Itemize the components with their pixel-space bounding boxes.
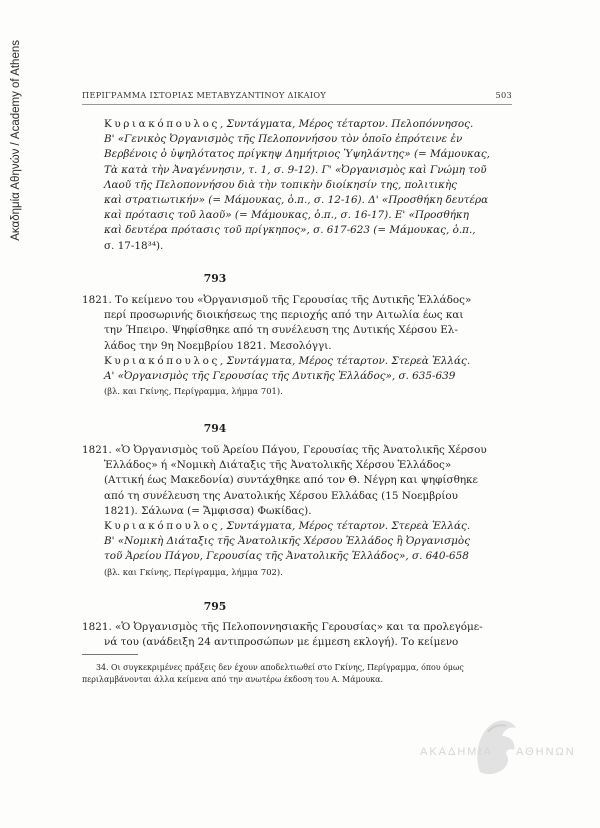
text-line: Κυριακόπουλος, Συντάγματα, Μέρος τέταρτον. Στερεὰ Ἑλλάς.	[104, 520, 471, 533]
side-archive-label: Ακαδημία Αθηνών / Academy of Athens	[10, 40, 22, 241]
text-line: (Αττική έως Μακεδονία) συντάχθηκε από τον Θ. Νέγρη και ψηφίσθηκε	[104, 474, 478, 487]
text-line: Α' «Ὀργανισμὸς τῆς Γερουσίας τῆς Δυτικῆς Ἑλλάδος», σ. 635-639	[104, 370, 456, 383]
running-title: ΠΕΡΙΓΡΑΜΜΑ ΙΣΤΟΡΙΑΣ ΜΕΤΑΒΥΖΑΝΤΙΝΟΥ ΔΙΚΑΙΟΥ	[82, 90, 327, 100]
academy-watermark	[420, 712, 580, 802]
text-line: Ἑλλάδος» ή «Νομικὴ Διάταξις τῆς Ἀνατολικῆς Χέρσου Ἑλλάδος»	[104, 459, 452, 472]
text-line: καὶ στρατιωτικήν» (= Μάμουκας, ὁ.π., σ. 12-16). Δ' «Προσθήκη δευτέρα	[104, 194, 489, 207]
text-line: Βερβένοις ὁ ὑψηλότατος πρίγκηψ Δημήτριος Ὑψηλάντης» (= Μάμουκας,	[104, 148, 490, 161]
text-line: Κυριακόπουλος, Συντάγματα, Μέρος τέταρτον. Στερεὰ Ἑλλάς.	[104, 354, 471, 367]
continued-entry	[82, 117, 512, 254]
watermark-text-left: ΑΚΑΔΗΜΙΑ	[420, 746, 493, 758]
entry-number: 793	[203, 272, 227, 285]
text-line: 1821. «Ὁ Ὀργανισμὸς τοῦ Ἀρείου Πάγου, Γερουσίας τῆς Ἀνατολικῆς Χέρσου	[82, 444, 487, 456]
entry-number: 795	[203, 600, 227, 613]
text-line: Β' «Γενικὸς Ὀργανισμὸς τῆς Πελοποννήσου τὸν ὁποῖο ἐπρότεινε ἐν	[104, 133, 463, 146]
watermark-text-right: ΑΘΗΝΩΝ	[516, 746, 576, 758]
footnote-line: 34. Οι συγκεκριμένες πράξεις δεν έχουν αποδελτιωθεί στο Γκίνης, Περίγραμμα, όπου όμως	[96, 663, 464, 672]
text-line: (βλ. και Γκίνης, Περίγραμμα, λήμμα 701).	[104, 386, 283, 397]
entry-794	[82, 443, 512, 580]
text-line: 1821. «Ὁ Ὀργανισμὸς τῆς Πελοποννησιακῆς Γερουσίας» και τα προλεγόμε-	[82, 621, 483, 633]
text-line: σ. 17-18³⁴).	[104, 239, 164, 252]
entry-number: 794	[203, 422, 227, 435]
page-number: 503	[495, 90, 512, 100]
text-line: (βλ. και Γκίνης, Περίγραμμα, λήμμα 702).	[104, 566, 283, 577]
footnote	[82, 662, 512, 686]
text-line: Τὰ κατὰ τὴν Ἀναγέννησιν, τ. 1, σ. 9-12). Γ' «Ὀργανισμὸς καὶ Γνώμη τοῦ	[104, 163, 487, 176]
footnote-line: περιλαμβάνονται άλλα κείμενα από την ανωτέρω έκδοση του Α. Μάμουκα.	[82, 675, 384, 684]
header-rule	[82, 104, 512, 105]
text-line: νά του (ανάδειξη 24 αντιπροσώπων με έμμεση εκλογή). Το κείμενο	[104, 636, 459, 649]
text-line: 1821. Το κείμενο του «Ὀργανισμοῦ τῆς Γερουσίας τῆς Δυτικῆς Ἑλλάδος»	[82, 294, 472, 306]
text-line: τοῦ Ἀρείου Πάγου, Γερουσίας τῆς Ἀνατολικῆς Ἑλλάδος», σ. 640-658	[104, 550, 469, 563]
text-line: περί προσωρινής διοικήσεως της περιοχής από την Αιτωλία έως και	[104, 309, 464, 322]
text-line: την Ήπειρο. Ψηφίσθηκε από τη συνέλευση της Δυτικής Χέρσου Ελ-	[104, 324, 458, 337]
entry-795	[82, 620, 512, 650]
text-line: καὶ πρότασις τοῦ λαοῦ» (= Μάμουκας, ὁ.π., σ. 16-17). Ε' «Προσθήκη	[104, 209, 469, 222]
footnote-rule	[82, 654, 138, 655]
text-line: Κυριακόπουλος, Συντάγματα, Μέρος τέταρτον. Πελοπόννησος.	[104, 118, 474, 130]
text-line: καὶ δευτέρα πρότασις τοῦ πρίγκηπος», σ. 617-623 (= Μάμουκας, ὁ.π.,	[104, 224, 476, 237]
text-line: Λαοῦ τῆς Πελοποννήσου διὰ τὴν τοπικὴν διοίκησίν της, πολιτικὴς	[104, 178, 457, 191]
entry-793	[82, 293, 512, 399]
text-line: 1821). Σάλωνα (= Ἄμφισσα) Φωκίδας).	[104, 504, 312, 517]
text-line: Β' «Νομικὴ Διάταξις τῆς Ἀνατολικῆς Χέρσου Ἑλλάδος ἢ Ὀργανισμὸς	[104, 535, 471, 548]
text-line: λάδος την 9η Νοεμβρίου 1821. Μεσολόγγι.	[104, 339, 332, 352]
text-line: από τη συνέλευση της Ανατολικής Χέρσου Ελλάδας (15 Νοεμβρίου	[104, 489, 458, 502]
